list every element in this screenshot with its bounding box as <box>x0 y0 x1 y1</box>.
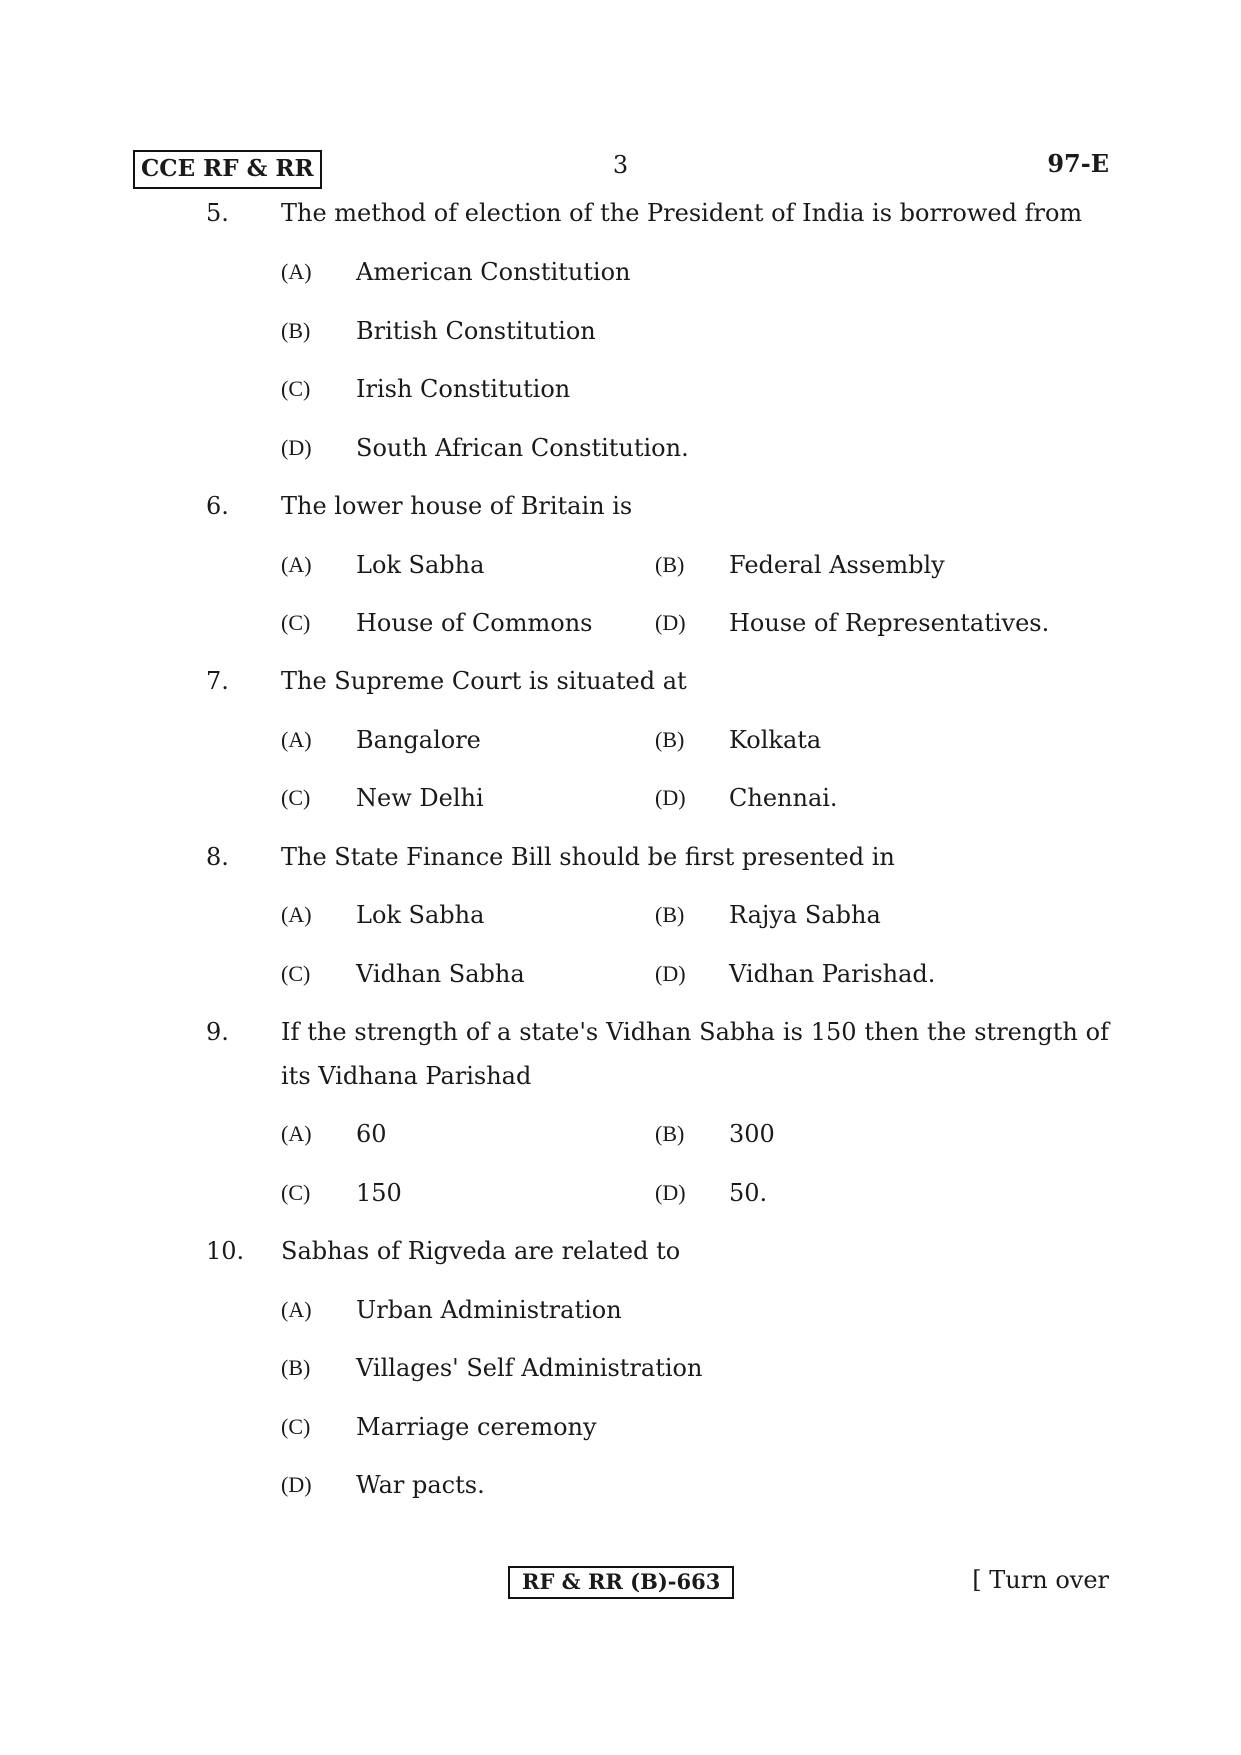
option-text: Urban Administration <box>356 1296 622 1324</box>
option-text: Irish Constitution <box>356 375 571 403</box>
option-text: Chennai. <box>729 784 838 812</box>
option-letter: (C) <box>281 785 311 810</box>
option-text: 150 <box>356 1179 402 1207</box>
question-text: Sabhas of Rigveda are related to <box>281 1237 681 1265</box>
option-letter: (A) <box>281 1297 312 1322</box>
option-text: Lok Sabha <box>356 901 485 929</box>
option-letter: (D) <box>655 1180 686 1205</box>
question-text: The Supreme Court is situated at <box>281 667 687 695</box>
option-text: House of Commons <box>356 609 593 637</box>
option-letter: (B) <box>655 1121 685 1146</box>
option-letter: (C) <box>281 1414 311 1439</box>
option-text: Vidhan Parishad. <box>729 960 936 988</box>
option-text: 60 <box>356 1120 387 1148</box>
option-letter: (D) <box>281 435 312 460</box>
option-letter: (C) <box>281 961 311 986</box>
option-text: House of Representatives. <box>729 609 1050 637</box>
option-text: Federal Assembly <box>729 551 945 579</box>
option-text: Kolkata <box>729 726 822 754</box>
page-number: 3 <box>612 151 629 179</box>
option-letter: (A) <box>281 727 312 752</box>
option-letter: (B) <box>281 1355 311 1380</box>
option-text: Villages' Self Administration <box>356 1354 703 1382</box>
option-letter: (A) <box>281 1121 312 1146</box>
option-letter: (B) <box>655 902 685 927</box>
option-text: Lok Sabha <box>356 551 485 579</box>
paper-code: 97-E <box>1047 149 1109 178</box>
option-letter: (D) <box>655 961 686 986</box>
option-text: Vidhan Sabha <box>356 960 525 988</box>
question-number: 6. <box>206 492 229 520</box>
option-text: War pacts. <box>356 1471 485 1499</box>
option-letter: (A) <box>281 552 312 577</box>
option-text: South African Constitution. <box>356 434 689 462</box>
option-letter: (B) <box>281 318 311 343</box>
question-number: 10. <box>206 1237 245 1265</box>
option-letter: (D) <box>281 1472 312 1497</box>
question-text: The method of election of the President of India is borrowed from <box>281 199 1083 227</box>
option-text: Marriage ceremony <box>356 1413 597 1441</box>
option-letter: (C) <box>281 1180 311 1205</box>
option-letter: (D) <box>655 785 686 810</box>
question-text: The lower house of Britain is <box>281 492 633 520</box>
option-text: American Constitution <box>356 258 631 286</box>
question-number: 7. <box>206 667 229 695</box>
question-number: 9. <box>206 1018 229 1046</box>
option-text: New Delhi <box>356 784 484 812</box>
question-number: 8. <box>206 843 229 871</box>
header-left-label: CCE RF & RR <box>133 150 322 189</box>
option-letter: (B) <box>655 727 685 752</box>
option-text: Rajya Sabha <box>729 901 881 929</box>
option-letter: (D) <box>655 610 686 635</box>
option-letter: (A) <box>281 259 312 284</box>
option-text: 50. <box>729 1179 768 1207</box>
option-text: British Constitution <box>356 317 596 345</box>
option-letter: (C) <box>281 610 311 635</box>
footer-code: RF & RR (B)-663 <box>508 1566 734 1599</box>
option-text: 300 <box>729 1120 775 1148</box>
option-letter: (A) <box>281 902 312 927</box>
question-number: 5. <box>206 199 229 227</box>
question-text: The State Finance Bill should be first presented in <box>281 843 895 871</box>
turn-over-label: [ Turn over <box>972 1566 1109 1594</box>
option-text: Bangalore <box>356 726 481 754</box>
option-letter: (C) <box>281 376 311 401</box>
option-letter: (B) <box>655 552 685 577</box>
question-text: If the strength of a state's Vidhan Sabha is 150 then the strength of its Vidhana Parishad <box>281 1018 1109 1090</box>
